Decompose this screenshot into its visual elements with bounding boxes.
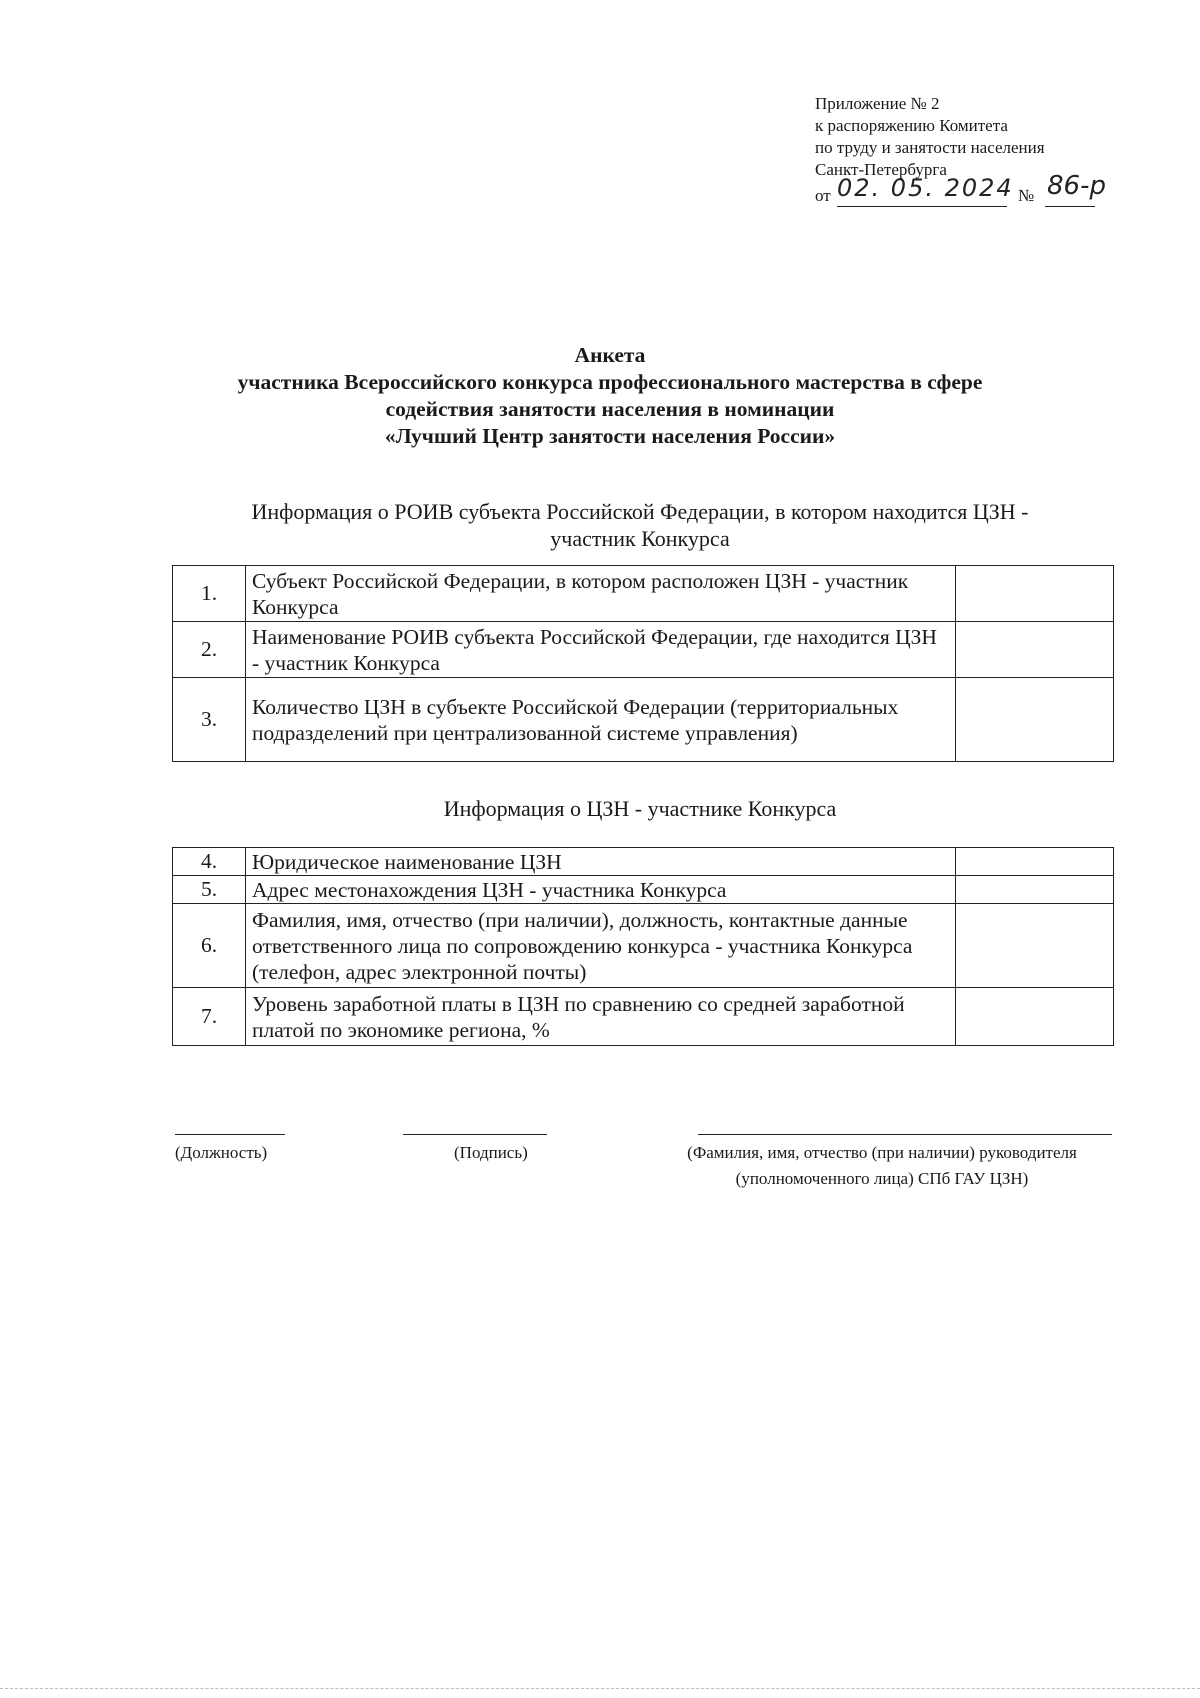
table-row: [173, 678, 1114, 762]
row-description: Юридическое наименование ЦЗН: [246, 848, 956, 876]
appendix-date-row: [815, 171, 1106, 207]
section1-heading-line-1: Информация о РОИВ субъекта Российской Федерации, в котором находится ЦЗН -: [251, 499, 1029, 524]
row-description: Фамилия, имя, отчество (при наличии), должность, контактные данные ответственного лица по сопровождению конкурса - участника Конкурса (телефон, адрес электронной почты): [246, 904, 956, 988]
document-title: [160, 342, 1060, 450]
handwritten-date: 02. 05. 2024: [837, 174, 1014, 202]
appendix-line-3: по труду и занятости населения: [815, 138, 1045, 157]
number-sign: №: [1018, 186, 1035, 205]
appendix-line-4: Санкт-Петербурга: [815, 160, 947, 179]
row-number: 7.: [173, 988, 246, 1046]
row-description: Количество ЦЗН в субъекте Российской Федерации (территориальных подразделений при централизованной системе управления): [246, 678, 956, 762]
fullname-label: [642, 1140, 1122, 1192]
signature-line[interactable]: [403, 1134, 547, 1135]
roiv-info-table: [172, 565, 1114, 762]
table-row: [173, 848, 1114, 876]
handwritten-number: 86-р: [1047, 171, 1106, 201]
section2-heading-line: Информация о ЦЗН - участнике Конкурса: [443, 796, 837, 821]
table-row: [173, 876, 1114, 904]
section1-heading-line-2: участник Конкурса: [550, 526, 730, 551]
date-underline: [837, 206, 1007, 207]
row-number: 2.: [173, 622, 246, 678]
appendix-line-1: Приложение № 2: [815, 94, 940, 113]
row-number: 3.: [173, 678, 246, 762]
section1-heading: [200, 498, 1080, 552]
row-description: Адрес местонахождения ЦЗН - участника Конкурса: [246, 876, 956, 904]
number-underline: [1045, 206, 1095, 207]
section2-heading: [200, 795, 1080, 822]
appendix-header: [815, 93, 1106, 207]
title-line-1: Анкета: [574, 343, 646, 367]
date-prefix: от: [815, 186, 831, 205]
row-value-cell[interactable]: [956, 988, 1114, 1046]
row-value-cell[interactable]: [956, 848, 1114, 876]
row-description: Субъект Российской Федерации, в котором расположен ЦЗН - участник Конкурса: [246, 566, 956, 622]
position-signature-line[interactable]: [175, 1134, 285, 1135]
row-description: Уровень заработной платы в ЦЗН по сравнению со средней заработной платой по экономике региона, %: [246, 988, 956, 1046]
table-row: [173, 622, 1114, 678]
title-line-4: «Лучший Центр занятости населения России»: [384, 424, 836, 448]
table-row: [173, 904, 1114, 988]
title-line-3: содействия занятости населения в номинации: [385, 397, 835, 421]
position-label: (Должность): [175, 1143, 268, 1162]
row-description: Наименование РОИВ субъекта Российской Федерации, где находится ЦЗН - участник Конкурса: [246, 622, 956, 678]
row-number: 6.: [173, 904, 246, 988]
row-value-cell[interactable]: [956, 566, 1114, 622]
fullname-signature-line[interactable]: [698, 1134, 1112, 1135]
table-row: [173, 988, 1114, 1046]
row-value-cell[interactable]: [956, 876, 1114, 904]
czn-info-table: [172, 847, 1114, 1046]
table-row: [173, 566, 1114, 622]
row-value-cell[interactable]: [956, 678, 1114, 762]
row-number: 1.: [173, 566, 246, 622]
fullname-label-line-1: (Фамилия, имя, отчество (при наличии) руководителя: [687, 1143, 1077, 1162]
row-value-cell[interactable]: [956, 904, 1114, 988]
row-number: 4.: [173, 848, 246, 876]
row-value-cell[interactable]: [956, 622, 1114, 678]
appendix-line-2: к распоряжению Комитета: [815, 116, 1008, 135]
title-line-2: участника Всероссийского конкурса профессионального мастерства в сфере: [237, 370, 983, 394]
row-number: 5.: [173, 876, 246, 904]
scan-edge-line: [0, 1688, 1200, 1689]
fullname-label-line-2: (уполномоченного лица) СПб ГАУ ЦЗН): [735, 1169, 1029, 1188]
signature-label: (Подпись): [454, 1143, 528, 1162]
